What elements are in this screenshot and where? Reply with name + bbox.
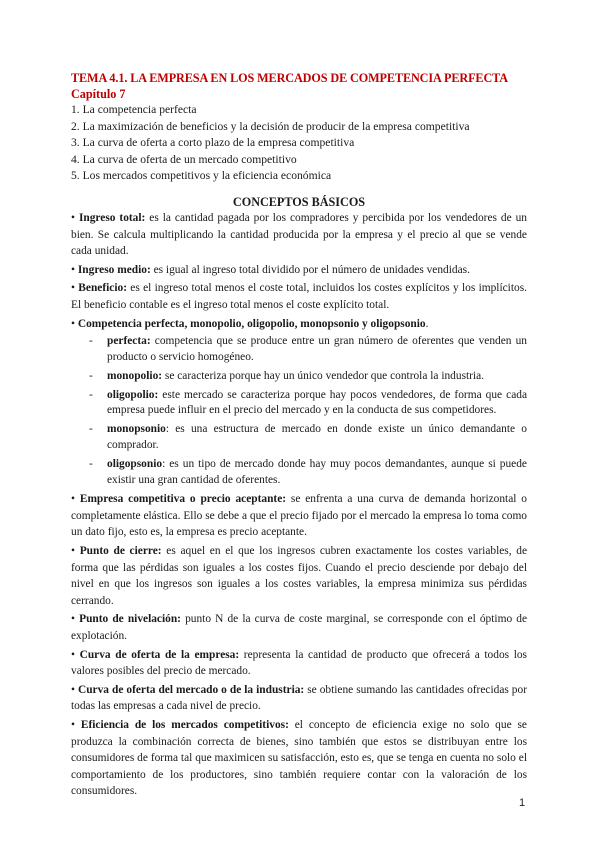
concept-ingreso-total: [71, 210, 527, 260]
bullet-icon: •: [71, 211, 75, 224]
concept-term: Punto de nivelación:: [79, 613, 181, 626]
dash-icon: -: [89, 423, 93, 436]
concept-punto-cierre: [71, 543, 527, 609]
bullet-icon: •: [71, 282, 75, 295]
concept-term: Curva de oferta del mercado o de la industria:: [78, 683, 305, 696]
toc-item: 3. La curva de oferta a corto plazo de la empresa competitiva: [71, 136, 355, 150]
bullet-icon: •: [71, 719, 75, 732]
table-of-contents: [71, 102, 527, 185]
bullet-icon: •: [71, 263, 75, 276]
concept-text: es el ingreso total menos el coste total, incluidos los costes explícitos y los implícitos. El beneficio contable es el ingreso total menos el coste explícito total.: [71, 282, 527, 311]
bullet-icon: •: [71, 493, 75, 506]
concept-curva-mercado: [71, 682, 527, 715]
concept-beneficio: [71, 280, 527, 313]
concept-term: Punto de cierre:: [79, 545, 162, 558]
toc-item: 1. La competencia perfecta: [71, 103, 197, 116]
concept-term: Competencia perfecta, monopolio, oligopolio, monopsonio y oligopsonio: [77, 317, 426, 330]
concept-curva-empresa: [71, 647, 527, 680]
concept-term: Empresa competitiva o precio aceptante:: [79, 493, 287, 506]
market-type-text: este mercado se caracteriza porque hay pocos vendedores, de forma que cada empresa puede influir en el precio del mercado y en la conducta de sus competidores.: [107, 388, 527, 417]
concept-text: es la cantidad pagada por los compradores y percibida por los vendedores de un bien. Se calcula multiplicando la cantidad producida por la empresa y el precio al que se vende cada unidad.: [71, 211, 527, 258]
dash-icon: -: [89, 369, 93, 382]
market-type-term: monopolio:: [107, 369, 163, 382]
concept-term: Ingreso total:: [78, 211, 146, 224]
market-type-text: se caracteriza porque hay un único vendedor que controla la industria.: [162, 369, 485, 382]
concept-ingreso-medio: [71, 262, 527, 279]
document-title: TEMA 4.1. LA EMPRESA EN LOS MERCADOS DE COMPETENCIA PERFECTA: [71, 71, 508, 85]
bullet-icon: •: [71, 683, 75, 696]
bullet-icon: •: [71, 613, 75, 626]
market-type-term: monopsonio: [107, 423, 166, 436]
concept-term: Eficiencia de los mercados competitivos:: [80, 719, 289, 732]
market-type-item: [71, 388, 527, 420]
market-type-item: [71, 334, 527, 366]
concept-text: es aquel en el que los ingresos cubren exactamente los costes variables, de forma que las pérdidas son iguales a los costes fijos. Cuando el precio desciende por debajo del nivel en que los ingresos son iguales a los costes variables, la empresa minimiza sus pérdidas cerrando.: [71, 545, 527, 607]
concept-text: el concepto de eficiencia exige no solo que se produzca la combinación correcta de bienes, sino también que estos se distribuyan entre los consumidores de forma tal que maximicen su satisfacción, esto es, que se tenga en cuenta no solo el comportamiento de los productores, sino también requiere contar con la valoración de los consumidores.: [71, 719, 527, 798]
concept-text: se obtiene sumando las cantidades ofrecidas por todas las empresas a cada nivel de precio.: [71, 683, 527, 713]
concept-term: Beneficio:: [78, 282, 128, 295]
concept-term: Curva de oferta de la empresa:: [79, 648, 240, 661]
market-type-item: [71, 369, 527, 385]
dash-icon: -: [89, 388, 93, 401]
concept-empresa-competitiva: [71, 491, 527, 541]
market-type-item: [71, 422, 527, 454]
bullet-icon: •: [71, 317, 75, 330]
toc-item: 4. La curva de oferta de un mercado competitivo: [71, 152, 297, 166]
concept-punto-nivelacion: [71, 611, 527, 644]
concept-text: representa la cantidad de producto que ofrecerá a todos los valores posibles del precio de mercado.: [71, 648, 527, 678]
concept-text: se enfrenta a una curva de demanda horizontal o completamente elástica. Ello se debe a que el precio fijado por el mercado la empresa lo toma como un dato fijo, esto es, la empresa es precio aceptante.: [71, 493, 527, 539]
concept-text: es igual al ingreso total dividido por el número de unidades vendidas.: [150, 263, 470, 276]
document-page: [71, 70, 527, 802]
market-type-text: : es un tipo de mercado donde hay muy pocos demandantes, aunque si puede existir una gran cantidad de oferentes.: [107, 457, 527, 486]
market-type-text: : es una estructura de mercado en donde existe un único demandante o comprador.: [107, 423, 527, 451]
page-number: 1: [519, 797, 526, 809]
chapter-label: Capítulo 7: [71, 87, 126, 101]
concepts-list: [71, 210, 527, 800]
bullet-icon: •: [71, 648, 75, 661]
section-title: CONCEPTOS BÁSICOS: [232, 194, 366, 209]
dash-icon: -: [89, 457, 93, 470]
dash-icon: -: [89, 335, 93, 348]
concept-competencia: [71, 316, 527, 333]
market-types-list: [71, 334, 527, 488]
concept-term: Ingreso medio:: [77, 263, 151, 276]
market-type-text: competencia que se produce entre un gran número de oferentes que venden un producto o servicio homogéneo.: [107, 335, 527, 363]
market-type-term: oligopolio:: [107, 388, 159, 401]
toc-item: 2. La maximización de beneficios y la decisión de producir de la empresa competitiva: [71, 119, 470, 133]
bullet-icon: •: [71, 545, 75, 558]
market-type-term: perfecta:: [107, 335, 151, 348]
concept-text: punto N de la curva de coste marginal, se corresponde con el óptimo de explotación.: [71, 613, 527, 643]
market-type-item: [71, 457, 527, 489]
concept-text: .: [425, 317, 429, 330]
concept-eficiencia: [71, 717, 527, 800]
toc-item: 5. Los mercados competitivos y la eficiencia económica: [71, 169, 332, 183]
market-type-term: oligopsonio: [107, 457, 163, 470]
